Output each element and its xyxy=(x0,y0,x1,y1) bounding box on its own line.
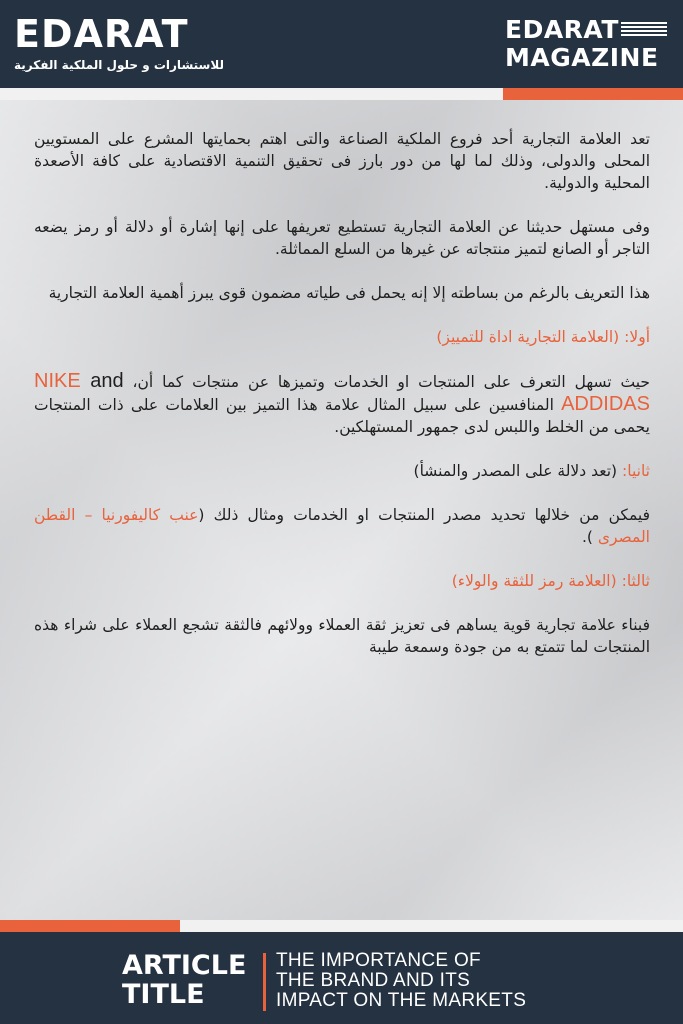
article-title-line2: TITLE xyxy=(122,979,205,1010)
edarat-logo-brand: EDARAT xyxy=(14,12,189,56)
brand-nike: NIKE xyxy=(34,370,81,392)
magazine-logo-line2: MAGAZINE xyxy=(505,43,659,72)
top-divider-accent xyxy=(503,88,683,100)
section-heading-1-label: أولا: xyxy=(624,328,650,346)
section-heading-1 xyxy=(34,326,650,348)
magazine-logo-line1: EDARAT xyxy=(505,15,619,44)
edarat-magazine-logo[interactable] xyxy=(505,16,667,72)
article-subtitle-line2: THE BRAND AND ITS xyxy=(276,970,471,991)
paragraph-origin-part2: ). xyxy=(581,528,593,546)
paragraph-importance: هذا التعريف بالرغم من بساطته إلا إنه يحمل فى طياته مضمون قوى يبرز أهمية العلامة التجارية xyxy=(48,284,650,302)
brand-addidas: ADDIDAS xyxy=(561,393,650,415)
section-heading-3-text: (العلامة رمز للثقة والولاء) xyxy=(451,572,617,590)
paragraph-origin-part1: فيمكن من خلالها تحديد مصدر المنتجات او الخدمات ومثال ذلك ( xyxy=(198,506,650,524)
section-heading-2-text: (تعد دلالة على المصدر والمنشأ) xyxy=(413,462,618,480)
section-heading-1-text: (العلامة التجارية اداة للتمييز) xyxy=(436,328,620,346)
edarat-logo[interactable] xyxy=(14,14,224,72)
paragraph-distinction-part2: المنافسين على سبيل المثال علامة هذا التميز بين العلامات على ذات المنتجات يحمى من الخلط واللبس لدى جمهور المستهلكين. xyxy=(34,396,650,436)
article-body xyxy=(34,128,650,680)
bottom-divider-accent xyxy=(0,920,180,932)
brand-and: and xyxy=(90,370,124,392)
paragraph-definition: وفى مستهل حديثنا عن العلامة التجارية تستطيع تعريفها على إنها إشارة أو دلالة أو رمز يضعه التاجر أو الصانع لتميز منتجاته عن غيرها من السلع المماثلة. xyxy=(34,218,650,258)
article-subtitle-line1: THE IMPORTANCE OF xyxy=(276,950,481,971)
article-title-label xyxy=(122,951,258,1009)
paragraph-distinction xyxy=(34,370,650,438)
section-heading-3-label: ثالثا: xyxy=(621,572,650,590)
header xyxy=(0,0,683,90)
bottom-divider-white xyxy=(180,920,683,932)
section-heading-2 xyxy=(34,460,650,482)
footer-divider xyxy=(263,953,266,1011)
article-subtitle xyxy=(276,951,576,1011)
paragraph-intro: تعد العلامة التجارية أحد فروع الملكية الصناعة والتى اهتم بحمايتها المشرع على المستويين المحلى والدولى، وذلك لما لها من دور بارز فى تحقيق التنمية الاقتصادية على كافة الأصعدة المحلية والدولية. xyxy=(34,130,650,192)
article-subtitle-line3: IMPACT ON THE MARKETS xyxy=(276,990,527,1011)
article-title-line1: ARTICLE xyxy=(122,950,247,981)
origin-examples: عنب كاليفورنيا – القطن المصرى xyxy=(34,506,650,546)
paragraph-distinction-part1: حيث تسهل التعرف على المنتجات او الخدمات وتميزها عن منتجات كما أن، xyxy=(132,373,650,391)
section-heading-3 xyxy=(34,570,650,592)
section-heading-2-label: ثانيا: xyxy=(622,462,650,480)
top-divider-white xyxy=(0,88,503,100)
paragraph-origin xyxy=(34,504,650,548)
paragraph-trust: فبناء علامة تجارية قوية يساهم فى تعزيز ثقة العملاء وولائهم فالثقة تشجع العملاء على شراء هذه المنتجات لما تتمتع به من جودة وسمعة طيبة xyxy=(34,616,650,656)
edarat-logo-tagline: للاستشارات و حلول الملكية الفكرية xyxy=(14,58,224,72)
stripes-icon xyxy=(621,22,667,38)
